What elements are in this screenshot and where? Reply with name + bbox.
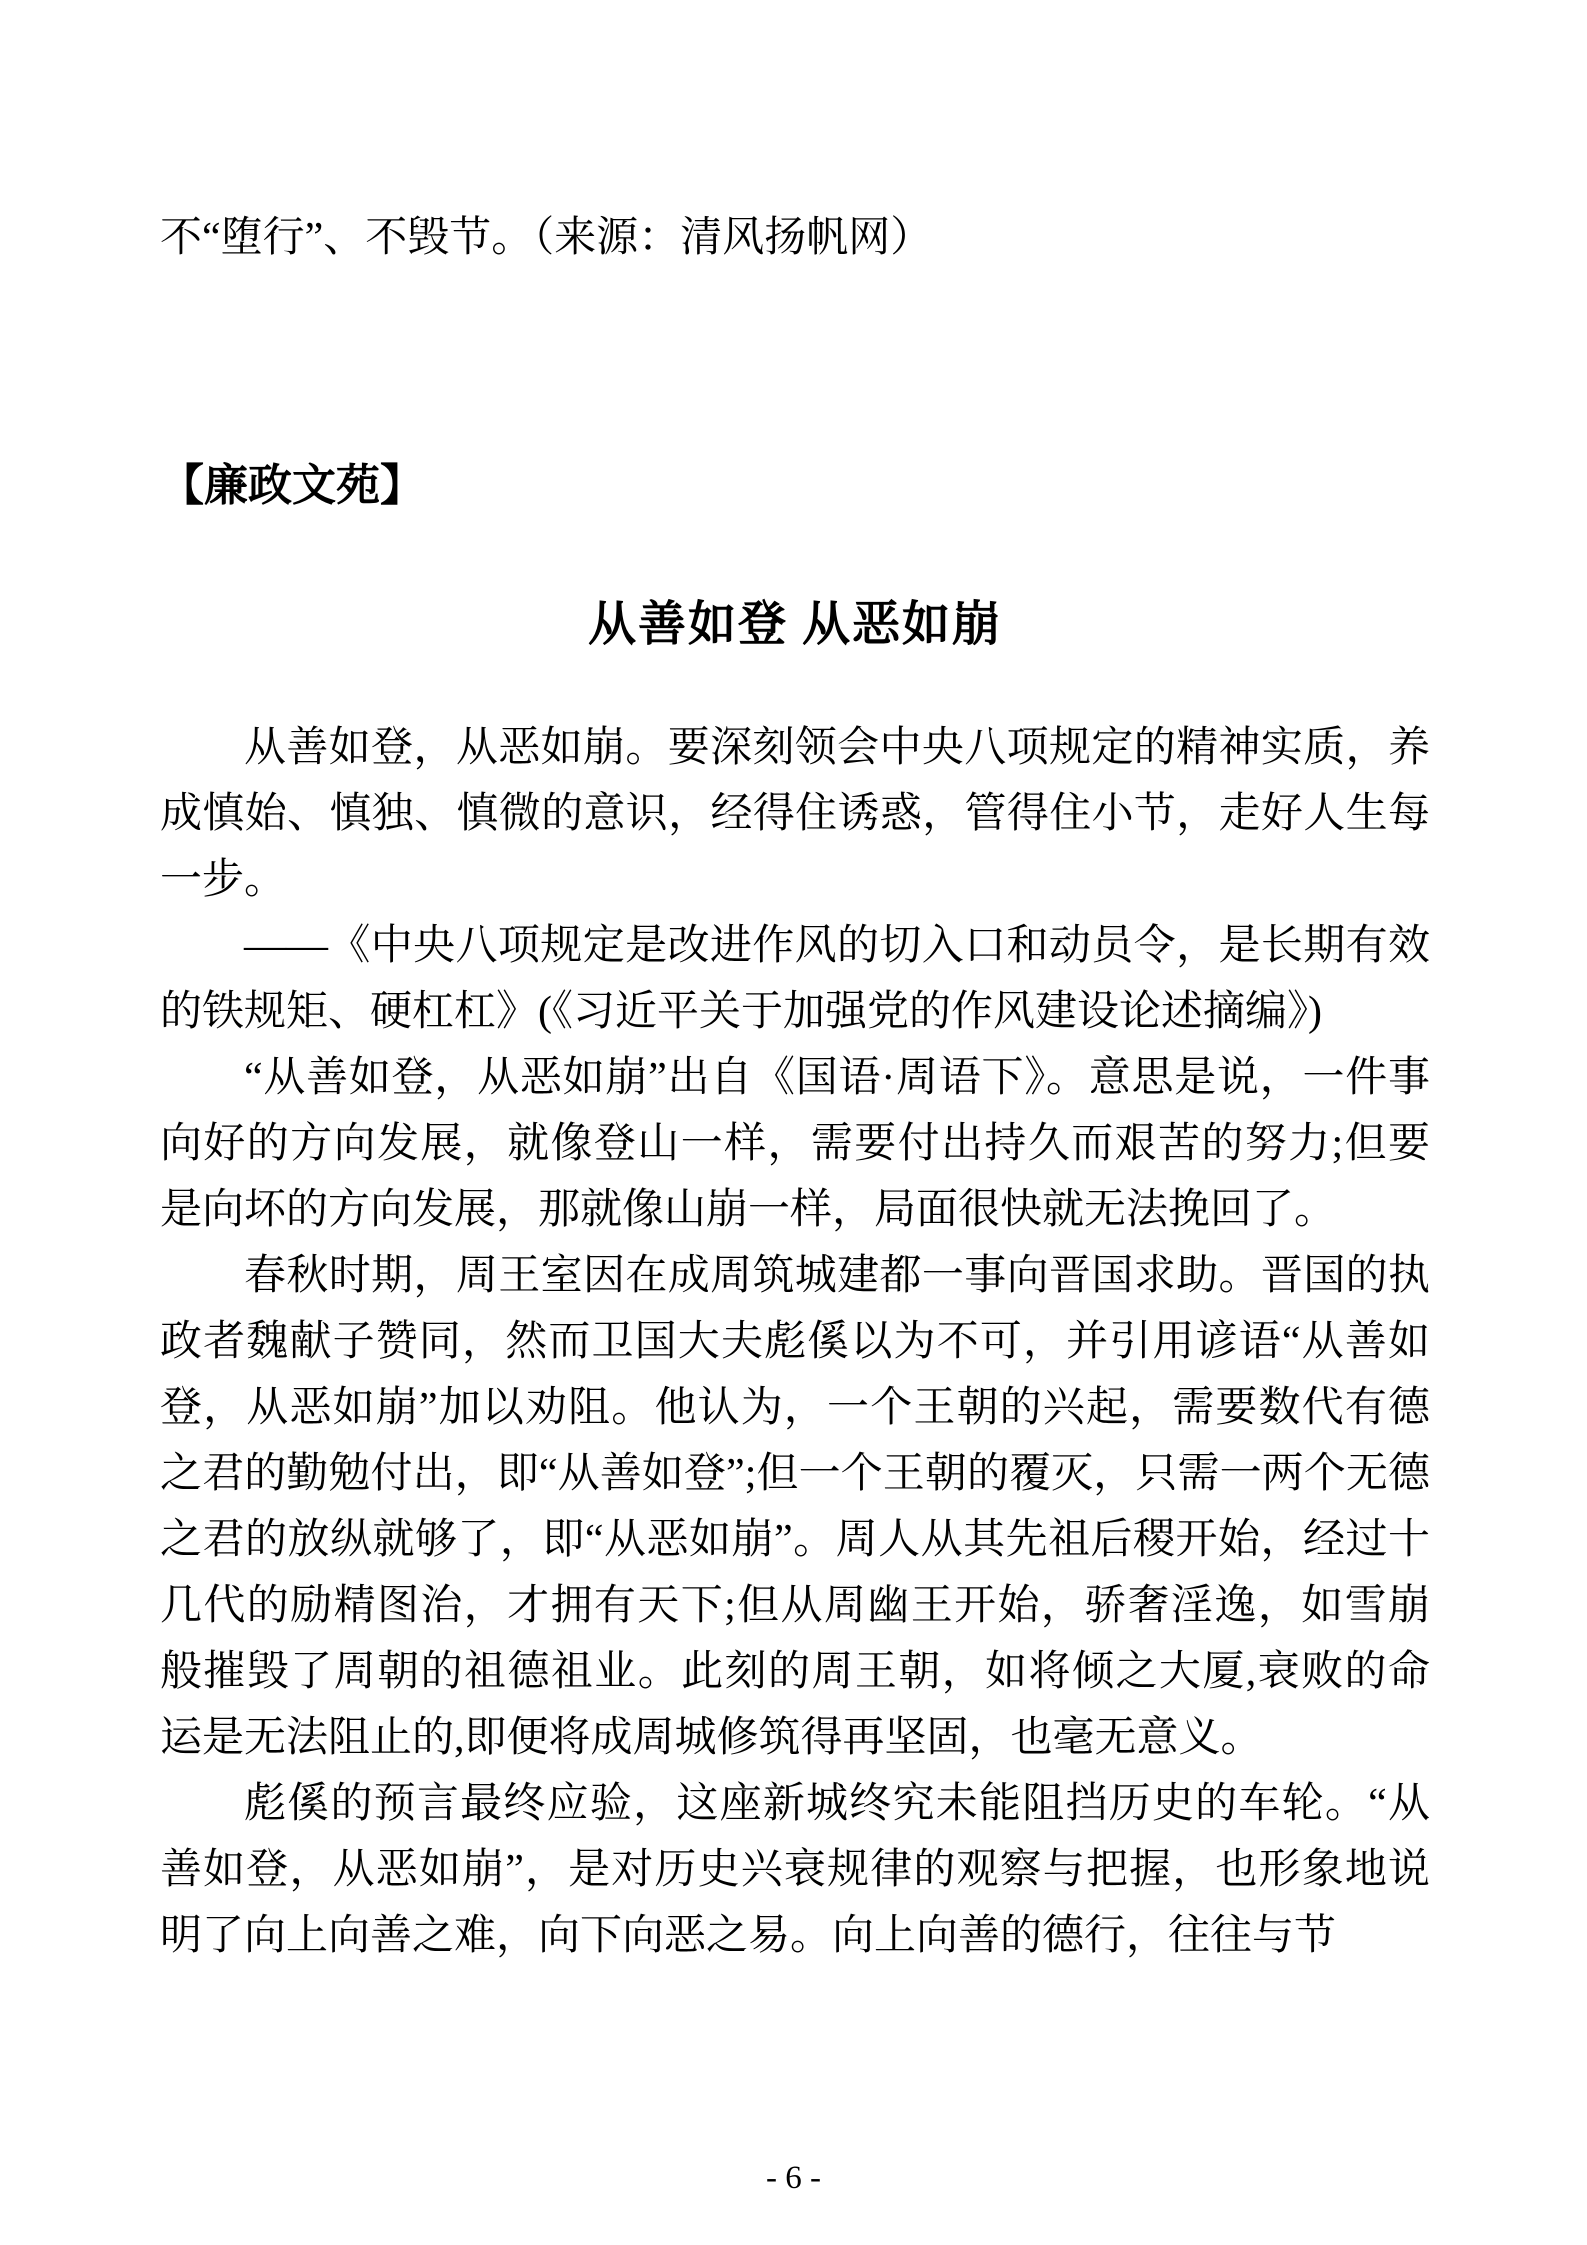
paragraph-continuation: 不“堕行”、不毁节。（来源：清风扬帆网）	[160, 215, 933, 261]
section-header: 【廉政文苑】	[160, 461, 424, 510]
article-paragraph-1: 从善如登，从恶如崩。要深刻领会中央八项规定的精神实质，养成慎始、慎独、慎微的意识，经得住诱惑，管得住小节，走好人生每一步。	[160, 725, 1430, 903]
article-paragraph-3: “从善如登，从恶如崩”出自《国语·周语下》。意思是说，一件事向好的方向发展，就像登山一样，需要付出持久而艰苦的努力;但要是向坏的方向发展，那就像山崩一样，局面很快就无法挽回了。	[160, 1055, 1430, 1233]
article-paragraph-2: ——《中央八项规定是改进作风的切入口和动员令，是长期有效的铁规矩、硬杠杠》(《习近平关于加强党的作风建设论述摘编》)	[160, 923, 1430, 1035]
article-paragraph-4: 春秋时期，周王室因在成周筑城建都一事向晋国求助。晋国的执政者魏献子赞同，然而卫国大夫彪傒以为不可，并引用谚语“从善如登，从恶如崩”加以劝阻。他认为，一个王朝的兴起，需要数代有德之君的勤勉付出，即“从善如登”;但一个王朝的覆灭，只需一两个无德之君的放纵就够了，即“从恶如崩”。周人从其先祖后稷开始，经过十几代的励精图治，才拥有天下;但从周幽王开始，骄奢淫逸，如雪崩般摧毁了周朝的祖德祖业。此刻的周王朝，如将倾之大厦,衰败的命运是无法阻止的,即便将成周城修筑得再坚固，也毫无意义。	[160, 1253, 1430, 1761]
page-number: - 6 -	[766, 2160, 821, 2196]
article-title: 从善如登 从恶如崩	[587, 598, 1002, 651]
article-body	[160, 715, 1430, 1969]
article-paragraph-5: 彪傒的预言最终应验，这座新城终究未能阻挡历史的车轮。“从善如登，从恶如崩”，是对历史兴衰规律的观察与把握，也形象地说明了向上向善之难，向下向恶之易。向上向善的德行，往往与节	[160, 1781, 1430, 1959]
